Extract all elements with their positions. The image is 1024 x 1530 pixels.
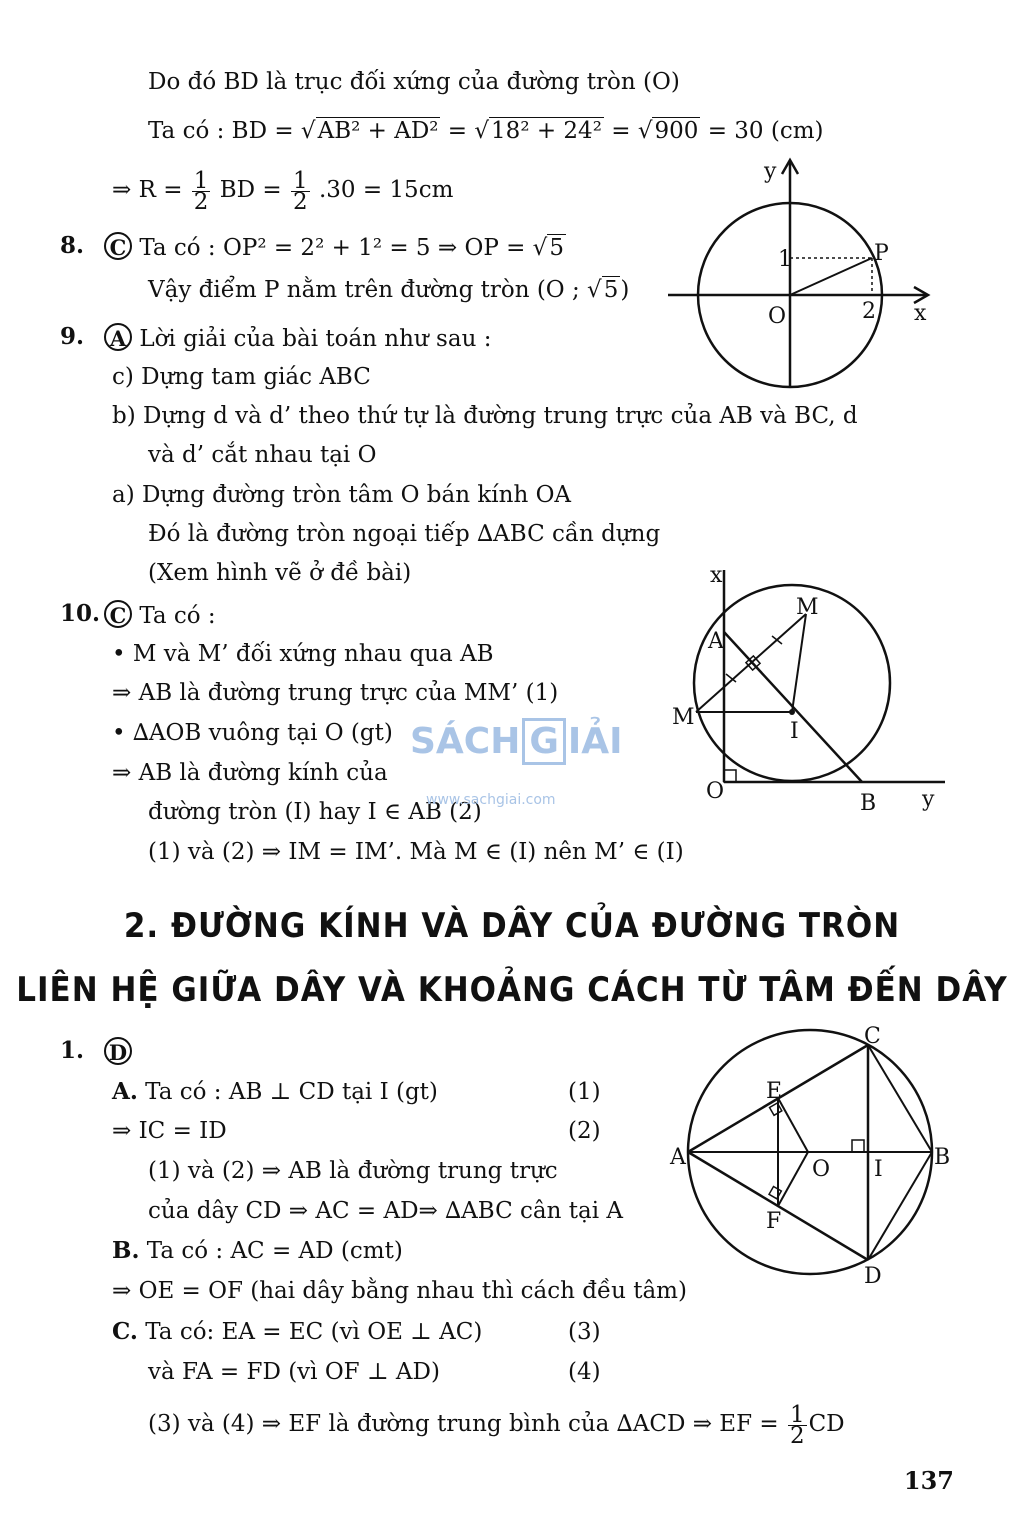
point-label-p: P bbox=[874, 241, 889, 266]
text-line: và FA = FD (vì OF ⊥ AD) bbox=[148, 1359, 440, 1385]
answer-choice-badge: A bbox=[104, 323, 132, 351]
eq-text: (3) và (4) ⇒ EF là đường trung bình của ∆ACD ⇒ EF = bbox=[148, 1411, 779, 1437]
text-line bbox=[112, 1078, 438, 1106]
answer-choice-badge: C bbox=[104, 600, 132, 628]
eq-text: ⇒ R = bbox=[112, 177, 183, 203]
axis-label-x: x bbox=[914, 301, 927, 326]
text-line: (1) và (2) ⇒ AB là đường trung trực bbox=[148, 1158, 558, 1184]
eq-text: Ta có : BD = bbox=[148, 118, 294, 144]
point-label-a: A bbox=[708, 629, 724, 654]
text-line: ⇒ AB là đường trung trực của MM’ (1) bbox=[112, 680, 559, 706]
eq-text: Vậy điểm P nằm trên đường tròn (O ; bbox=[148, 277, 580, 303]
figure-circle-amb bbox=[660, 560, 960, 820]
sqrt-term: 5 bbox=[549, 235, 564, 261]
equation-bd: Ta có : BD = √AB² + AD² = √18² + 24² = √900 = 30 (cm) bbox=[148, 118, 824, 144]
figure-circle-acbd bbox=[660, 1020, 960, 1300]
point-label-c: C bbox=[864, 1024, 881, 1049]
eq-text: .30 = 15cm bbox=[318, 177, 454, 203]
eq-text: Ta có : OP² = 2² + 1² = 5 ⇒ OP = bbox=[139, 235, 526, 261]
figure-circle-op bbox=[660, 150, 940, 400]
point-label-o: O bbox=[706, 779, 725, 804]
axis-label-x: x bbox=[710, 563, 723, 588]
eq-text: BD = bbox=[219, 177, 282, 203]
point-label-m-prime: M bbox=[796, 595, 819, 620]
text-line: b) Dựng d và d’ theo thứ tự là đường trung trực của AB và BC, d bbox=[112, 403, 858, 429]
text-line: • ∆AOB vuông tại O (gt) bbox=[112, 720, 393, 746]
text-line: (Xem hình vẽ ở đề bài) bbox=[148, 560, 412, 586]
tick-label-2: 2 bbox=[862, 299, 876, 324]
text-line: c) Dựng tam giác ABC bbox=[112, 364, 371, 390]
text-line bbox=[112, 1237, 403, 1265]
answer-line bbox=[104, 323, 491, 353]
eq-sign: = bbox=[447, 118, 468, 144]
text-line: và d’ cắt nhau tại O bbox=[148, 442, 377, 468]
text-line: của dây CD ⇒ AC = AD⇒ ∆ABC cân tại A bbox=[148, 1198, 623, 1224]
question-number: 8. bbox=[60, 232, 85, 259]
text-line: Do đó BD là trục đối xứng của đường tròn (O) bbox=[148, 69, 680, 95]
text-line: ⇒ AB là đường kính của bbox=[112, 760, 388, 786]
section-heading: 2. ĐƯỜNG KÍNH VÀ DÂY CỦA ĐƯỜNG TRÒN bbox=[123, 906, 901, 946]
fraction: $\frac{1}{2}$ bbox=[789, 1401, 805, 1449]
axis-label-y: y bbox=[922, 787, 935, 812]
answer-line bbox=[104, 1037, 132, 1067]
text-line: a) Dựng đường tròn tâm O bán kính OA bbox=[112, 482, 572, 508]
part-label: B. bbox=[112, 1237, 140, 1264]
question-number: 9. bbox=[60, 323, 85, 350]
eq-text: Ta có: EA = EC (vì OE ⊥ AC) bbox=[145, 1319, 483, 1345]
text-line bbox=[112, 1318, 482, 1346]
answer-choice-badge: C bbox=[104, 232, 132, 260]
watermark-logo: SÁCH G IẢI bbox=[410, 718, 623, 765]
point-label-o: O bbox=[768, 304, 787, 329]
text-line: Đó là đường tròn ngoại tiếp ∆ABC cần dựng bbox=[148, 521, 661, 547]
eq-text: Ta có : AB ⊥ CD tại I (gt) bbox=[145, 1079, 438, 1105]
fraction: $\frac{1}{2}$ bbox=[193, 167, 209, 215]
point-label-a: A bbox=[670, 1145, 686, 1170]
page-number: 137 bbox=[903, 1466, 954, 1495]
part-label: A. bbox=[112, 1078, 138, 1105]
eq-text: ) bbox=[620, 277, 630, 303]
fraction: $\frac{1}{2}$ bbox=[293, 167, 308, 215]
section-subheading: LIÊN HỆ GIỮA DÂY VÀ KHOẢNG CÁCH TỪ TÂM ĐẾN DÂY bbox=[16, 970, 1008, 1010]
sqrt-term: 5 bbox=[603, 277, 619, 303]
eq-text: Ta có : AC = AD (cmt) bbox=[146, 1238, 403, 1264]
point-label-i: I bbox=[874, 1157, 883, 1182]
text-line: ⇒ OE = OF (hai dây bằng nhau thì cách đều tâm) bbox=[112, 1278, 687, 1304]
sqrt-term: 18² + 24² bbox=[491, 118, 602, 144]
part-label: C. bbox=[112, 1318, 138, 1345]
point-label-f: F bbox=[766, 1209, 782, 1234]
point-label-b: B bbox=[934, 1145, 951, 1170]
eq-text: Ta có : bbox=[139, 603, 216, 629]
sqrt-term: 900 bbox=[654, 118, 699, 144]
answer-line bbox=[104, 600, 216, 630]
eq-text: Lời giải của bài toán như sau : bbox=[139, 326, 492, 352]
axis-label-y: y bbox=[764, 159, 777, 184]
equation-r bbox=[112, 167, 454, 215]
point-label-o: O bbox=[812, 1157, 831, 1182]
point-label-e: E bbox=[766, 1079, 783, 1104]
question-number: 10. bbox=[60, 600, 101, 627]
text-line: Vậy điểm P nằm trên đường tròn (O ; √5) bbox=[148, 277, 630, 303]
text-line: đường tròn (I) hay I ∈ AB (2) bbox=[148, 799, 482, 825]
point-label-i: I bbox=[790, 719, 799, 744]
point-label-b: B bbox=[860, 791, 877, 816]
tick-label-1: 1 bbox=[778, 247, 792, 272]
text-line: • M và M’ đối xứng nhau qua AB bbox=[112, 641, 494, 667]
reference-number: (2) bbox=[568, 1118, 601, 1144]
sqrt-term: AB² + AD² bbox=[317, 118, 439, 144]
answer-line: C Ta có : OP² = 2² + 1² = 5 ⇒ OP = √5 bbox=[104, 232, 566, 262]
reference-number: (3) bbox=[568, 1319, 601, 1345]
point-label-m: M bbox=[672, 705, 695, 730]
question-number: 1. bbox=[60, 1037, 85, 1064]
eq-text: = 30 (cm) bbox=[707, 118, 824, 144]
eq-text: CD bbox=[808, 1411, 845, 1437]
reference-number: (4) bbox=[568, 1359, 601, 1385]
equation-ef bbox=[148, 1401, 845, 1449]
text-line: (1) và (2) ⇒ IM = IM’. Mà M ∈ (I) nên M’ ∈ (I) bbox=[148, 839, 684, 865]
point-label-d: D bbox=[864, 1264, 882, 1289]
text-line: ⇒ IC = ID bbox=[112, 1118, 227, 1144]
answer-choice-badge: D bbox=[104, 1037, 132, 1065]
watermark-url: www.sachgiai.com bbox=[426, 792, 556, 808]
eq-sign: = bbox=[611, 118, 631, 144]
reference-number: (1) bbox=[568, 1079, 601, 1105]
